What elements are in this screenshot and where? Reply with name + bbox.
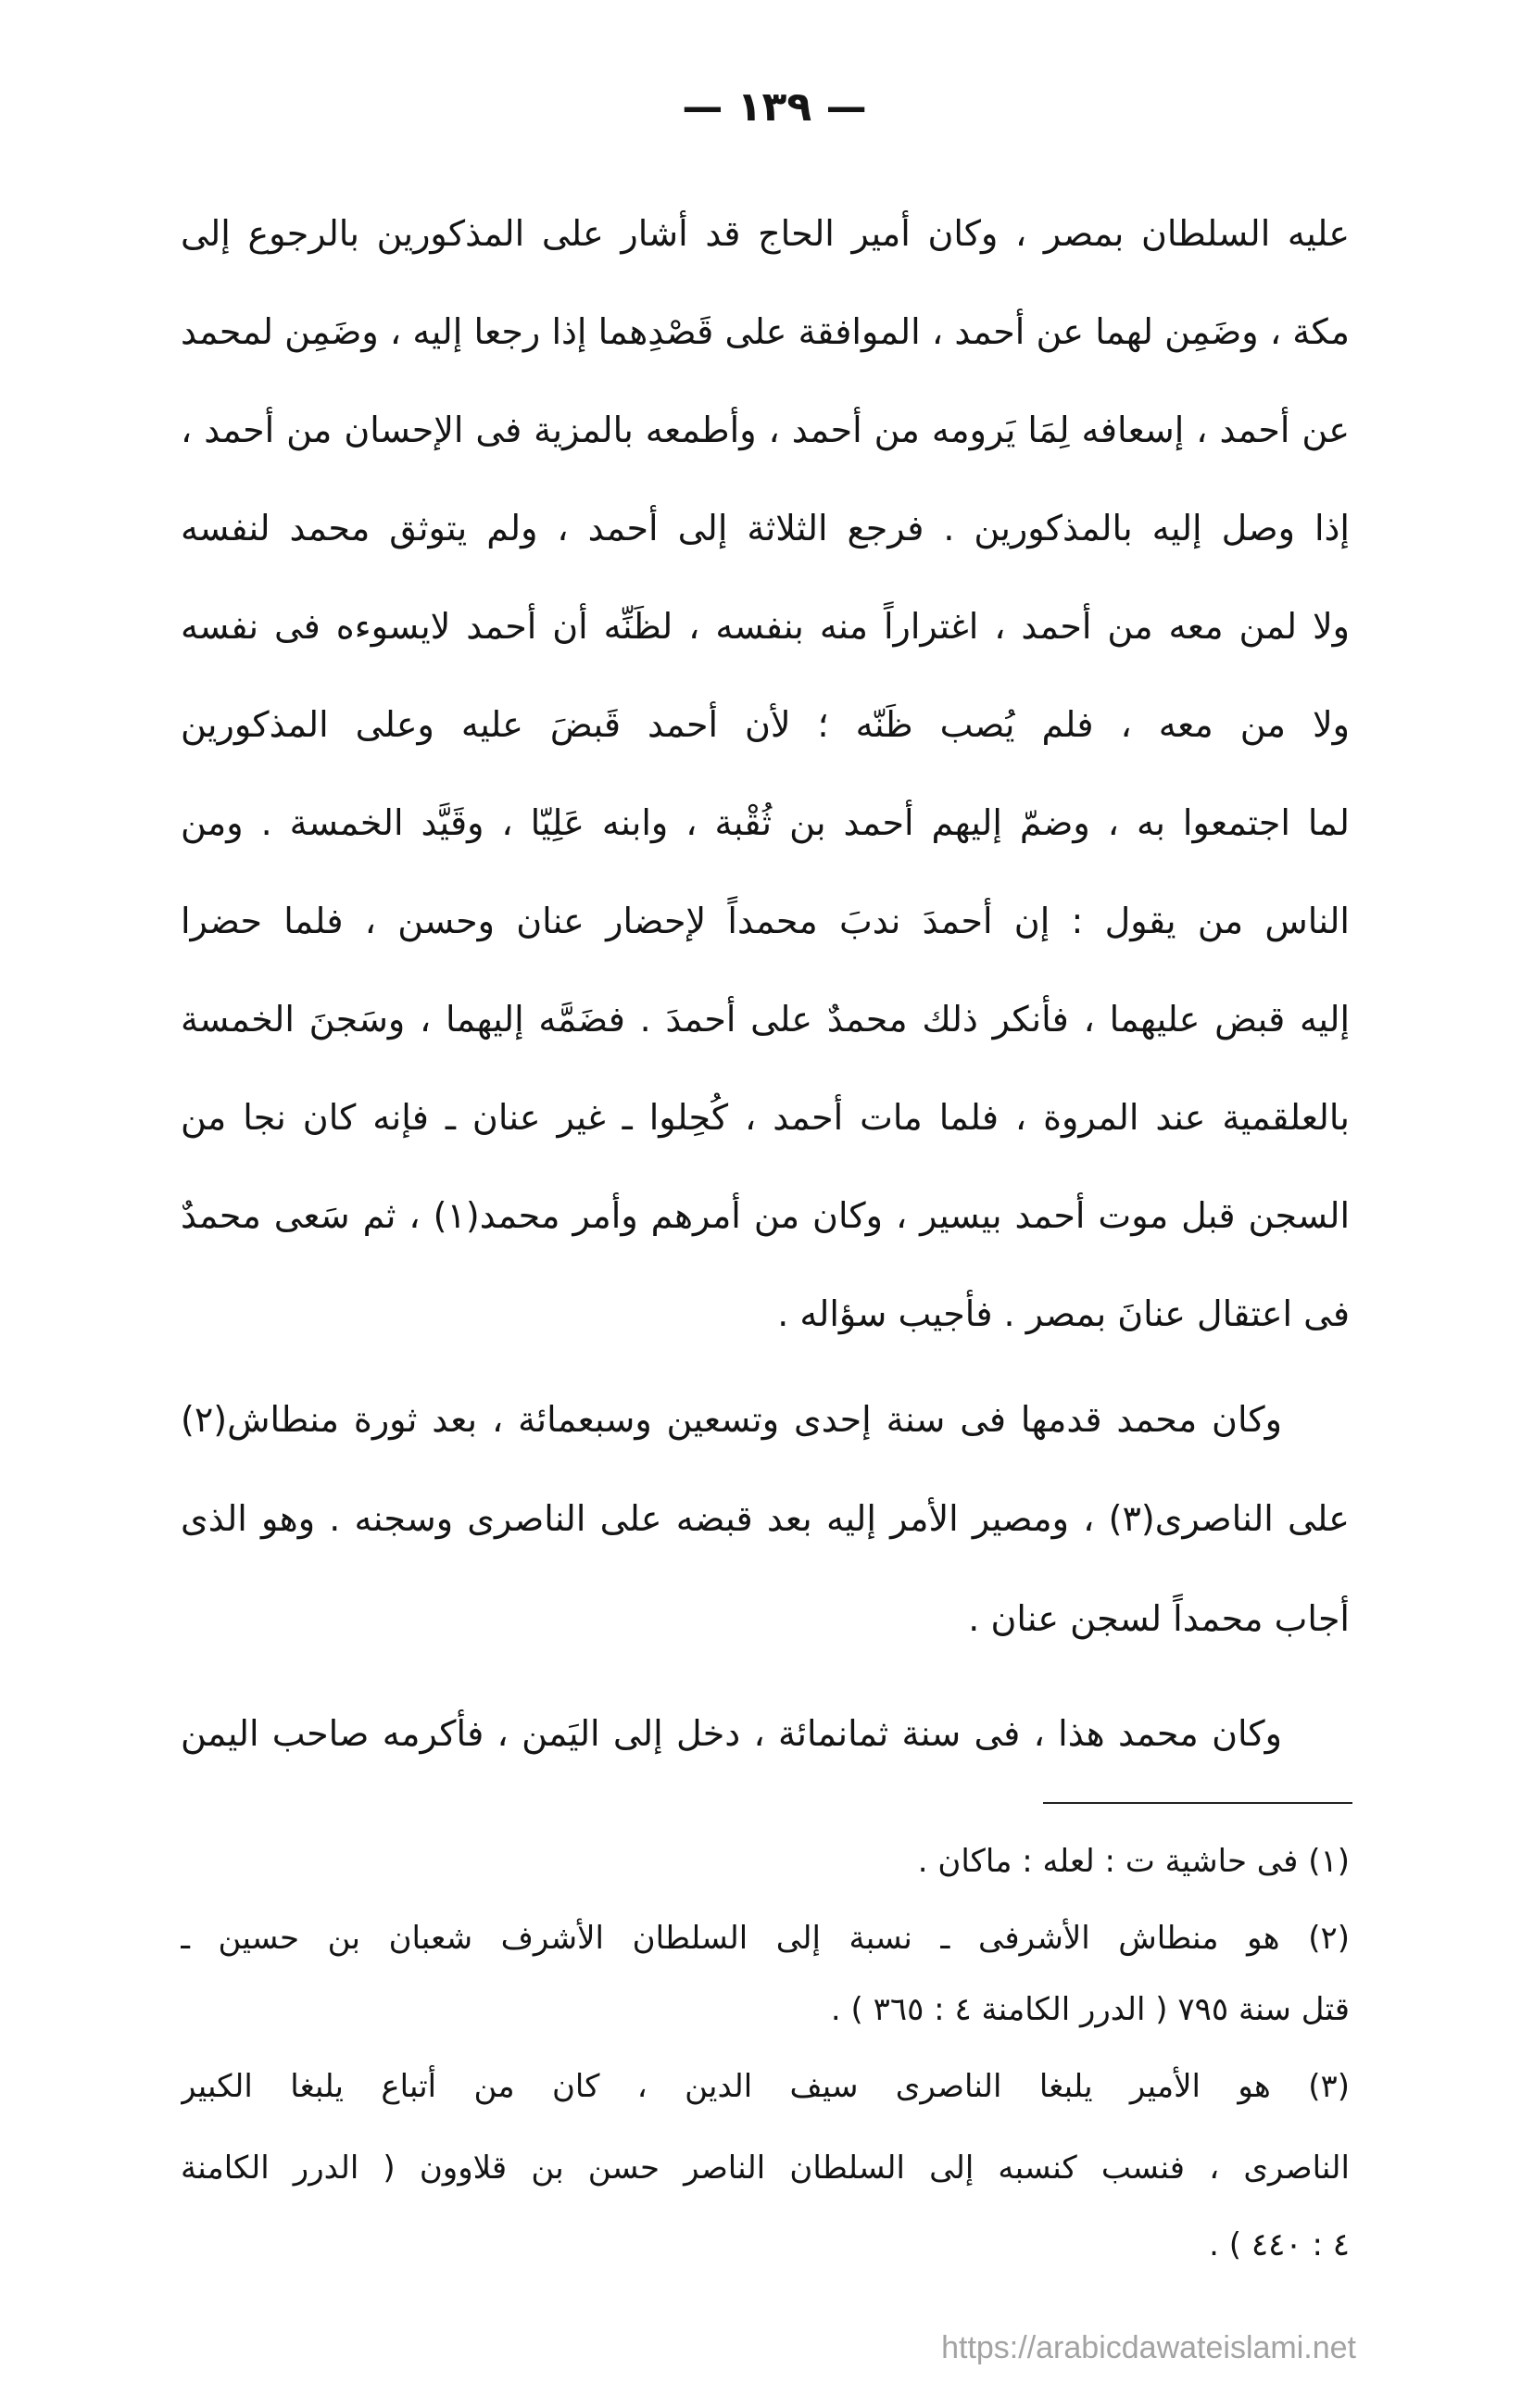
body-text-line: السجن قبل موت أحمد بيسير ، وكان من أمرهم وأمر محمد(١) ، ثم سَعى محمدٌ xyxy=(181,1195,1350,1236)
body-text-line: بالعلقمية عند المروة ، فلما مات أحمد ، كُحِلوا ـ غير عنان ـ فإنه كان نجا من xyxy=(181,1097,1350,1138)
body-text-line: الناس من يقول : إن أحمدَ ندبَ محمداً لإحضار عنان وحسن ، فلما حضرا xyxy=(181,901,1350,941)
body-text-line: عن أحمد ، إسعافه لِمَا يَرومه من أحمد ، وأطمعه بالمزية فى الإحسان من أحمد ، xyxy=(181,410,1350,450)
body-text-line: لما اجتمعوا به ، وضمّ إليهم أحمد بن ثُقْبة ، وابنه عَلِيّا ، وقَيَّد الخمسة . ومن xyxy=(181,802,1350,843)
body-text-line: وكان محمد قدمها فى سنة إحدى وتسعين وسبعمائة ، بعد ثورة منطاش(٢) xyxy=(181,1399,1282,1440)
footnote-line: ٤ : ٤٤٠ ) . xyxy=(1209,2226,1350,2263)
body-text-line: أجاب محمداً لسجن عنان . xyxy=(968,1598,1350,1639)
body-text-line: فى اعتقال عنانَ بمصر . فأجيب سؤاله . xyxy=(777,1293,1350,1334)
footnote-line: (٣) هو الأمير يلبغا الناصرى سيف الدين ، كان من أتباع يلبغا الكبير xyxy=(181,2068,1350,2105)
body-text-line: إليه قبض عليهما ، فأنكر ذلك محمدٌ على أحمدَ . فضَمَّه إليهما ، وسَجنَ الخمسة xyxy=(181,999,1350,1040)
page-number: — ١٣٩ — xyxy=(682,83,867,131)
body-text-line: ولا لمن معه من أحمد ، اغتراراً منه بنفسه ، لظَنِّه أن أحمد لايسوءه فى نفسه xyxy=(181,606,1350,647)
watermark-url: https://arabicdawateislami.net xyxy=(941,2330,1356,2365)
body-text-line: مكة ، وضَمِن لهما عن أحمد ، الموافقة على قَصْدِهما إذا رجعا إليه ، وضَمِن لمحمد xyxy=(181,311,1350,352)
footnote-rule xyxy=(1043,1802,1352,1804)
body-text-line: إذا وصل إليه بالمذكورين . فرجع الثلاثة إلى أحمد ، ولم يتوثق محمد لنفسه xyxy=(181,508,1350,548)
body-text-line: ولا من معه ، فلم يُصب ظَنّه ؛ لأن أحمد قَبضَ عليه وعلى المذكورين xyxy=(181,704,1350,745)
footnote-line: الناصرى ، فنسب كنسبه إلى السلطان الناصر حسن بن قلاوون ( الدرر الكامنة xyxy=(181,2150,1350,2187)
body-text-line: على الناصرى(٣) ، ومصير الأمر إليه بعد قبضه على الناصرى وسجنه . وهو الذى xyxy=(181,1498,1350,1539)
footnote-line: قتل سنة ٧٩٥ ( الدرر الكامنة ٤ : ٣٦٥ ) . xyxy=(830,1991,1350,2028)
footnote-line: (٢) هو منطاش الأشرفى ـ نسبة إلى السلطان الأشرف شعبان بن حسين ـ xyxy=(181,1920,1350,1957)
footnote-line: (١) فى حاشية ت : لعله : ماكان . xyxy=(917,1843,1350,1880)
body-text-line: وكان محمد هذا ، فى سنة ثمانمائة ، دخل إلى اليَمن ، فأكرمه صاحب اليمن xyxy=(181,1713,1282,1754)
body-text-line: عليه السلطان بمصر ، وكان أمير الحاج قد أشار على المذكورين بالرجوع إلى xyxy=(181,213,1350,254)
